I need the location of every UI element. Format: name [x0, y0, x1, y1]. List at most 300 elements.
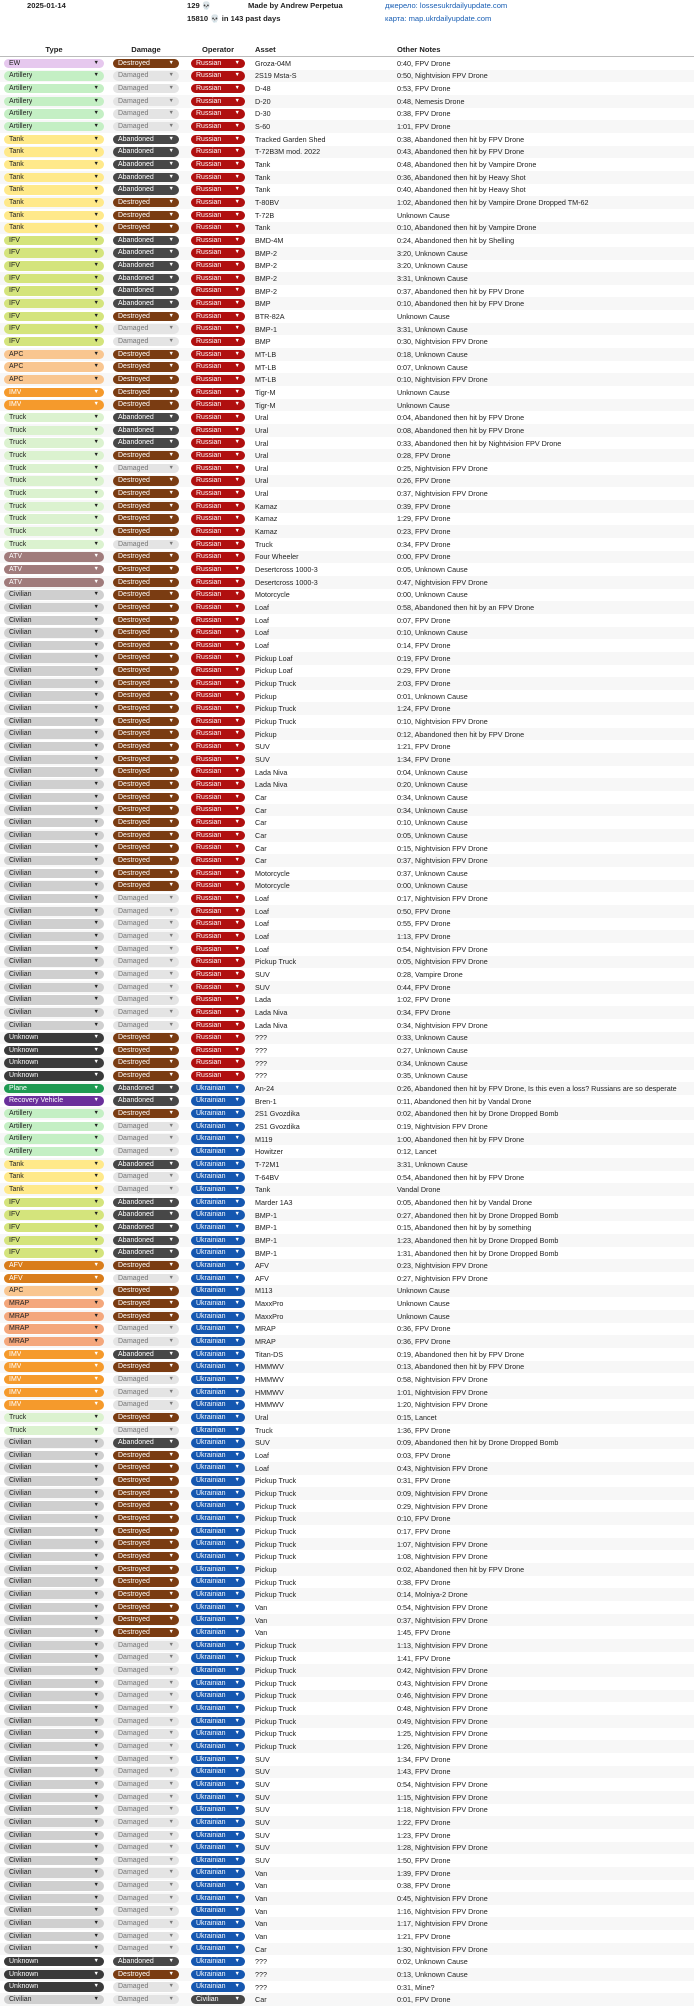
type-select[interactable]	[4, 742, 104, 751]
type-select[interactable]	[4, 1122, 104, 1131]
type-select[interactable]	[4, 1501, 104, 1510]
type-select[interactable]	[4, 375, 104, 384]
damage-select[interactable]	[113, 299, 179, 308]
damage-select[interactable]	[113, 818, 179, 827]
damage-select[interactable]	[113, 413, 179, 422]
damage-select[interactable]	[113, 1185, 179, 1194]
operator-select[interactable]	[191, 1008, 245, 1017]
damage-select[interactable]	[113, 1248, 179, 1257]
type-select[interactable]	[4, 236, 104, 245]
damage-select[interactable]	[113, 1856, 179, 1865]
damage-select[interactable]	[113, 122, 179, 131]
damage-select[interactable]	[113, 1501, 179, 1510]
operator-select[interactable]	[191, 1527, 245, 1536]
type-select[interactable]	[4, 1603, 104, 1612]
operator-select[interactable]	[191, 565, 245, 574]
type-select[interactable]	[4, 109, 104, 118]
operator-select[interactable]	[191, 1856, 245, 1865]
type-select[interactable]	[4, 350, 104, 359]
operator-select[interactable]	[191, 1793, 245, 1802]
type-select[interactable]	[4, 995, 104, 1004]
operator-select[interactable]	[191, 109, 245, 118]
damage-select[interactable]	[113, 932, 179, 941]
type-select[interactable]	[4, 1198, 104, 1207]
damage-select[interactable]	[113, 236, 179, 245]
operator-select[interactable]	[191, 1755, 245, 1764]
operator-select[interactable]	[191, 1400, 245, 1409]
type-select[interactable]	[4, 451, 104, 460]
damage-select[interactable]	[113, 1362, 179, 1371]
damage-select[interactable]	[113, 1172, 179, 1181]
type-select[interactable]	[4, 691, 104, 700]
damage-select[interactable]	[113, 109, 179, 118]
operator-select[interactable]	[191, 1248, 245, 1257]
operator-select[interactable]	[191, 1679, 245, 1688]
operator-select[interactable]	[191, 135, 245, 144]
type-select[interactable]	[4, 628, 104, 637]
type-select[interactable]	[4, 1539, 104, 1548]
operator-select[interactable]	[191, 805, 245, 814]
damage-select[interactable]	[113, 843, 179, 852]
type-select[interactable]	[4, 729, 104, 738]
damage-select[interactable]	[113, 1033, 179, 1042]
damage-select[interactable]	[113, 426, 179, 435]
operator-select[interactable]	[191, 1286, 245, 1295]
type-select[interactable]	[4, 616, 104, 625]
damage-select[interactable]	[113, 1641, 179, 1650]
operator-select[interactable]	[191, 717, 245, 726]
type-select[interactable]	[4, 248, 104, 257]
operator-select[interactable]	[191, 451, 245, 460]
type-select[interactable]	[4, 173, 104, 182]
operator-select[interactable]	[191, 1944, 245, 1953]
type-select[interactable]	[4, 1084, 104, 1093]
type-select[interactable]	[4, 945, 104, 954]
type-select[interactable]	[4, 1109, 104, 1118]
operator-select[interactable]	[191, 628, 245, 637]
damage-select[interactable]	[113, 388, 179, 397]
damage-select[interactable]	[113, 1590, 179, 1599]
operator-select[interactable]	[191, 691, 245, 700]
type-select[interactable]	[4, 1527, 104, 1536]
operator-select[interactable]	[191, 147, 245, 156]
damage-select[interactable]	[113, 742, 179, 751]
damage-select[interactable]	[113, 1324, 179, 1333]
operator-select[interactable]	[191, 1501, 245, 1510]
damage-select[interactable]	[113, 1565, 179, 1574]
operator-select[interactable]	[191, 869, 245, 878]
damage-select[interactable]	[113, 628, 179, 637]
damage-select[interactable]	[113, 1008, 179, 1017]
type-select[interactable]	[4, 704, 104, 713]
damage-select[interactable]	[113, 1666, 179, 1675]
operator-select[interactable]	[191, 413, 245, 422]
type-select[interactable]	[4, 527, 104, 536]
type-select[interactable]	[4, 1324, 104, 1333]
operator-select[interactable]	[191, 1362, 245, 1371]
damage-select[interactable]	[113, 616, 179, 625]
damage-select[interactable]	[113, 1717, 179, 1726]
type-select[interactable]	[4, 793, 104, 802]
type-select[interactable]	[4, 1881, 104, 1890]
type-select[interactable]	[4, 1096, 104, 1105]
operator-select[interactable]	[191, 1476, 245, 1485]
operator-select[interactable]	[191, 1919, 245, 1928]
operator-select[interactable]	[191, 1210, 245, 1219]
type-select[interactable]	[4, 1489, 104, 1498]
column-header-asset[interactable]: Asset	[255, 45, 276, 54]
type-select[interactable]	[4, 1565, 104, 1574]
type-select[interactable]	[4, 1375, 104, 1384]
type-select[interactable]	[4, 274, 104, 283]
operator-select[interactable]	[191, 1691, 245, 1700]
operator-select[interactable]	[191, 236, 245, 245]
operator-select[interactable]	[191, 1084, 245, 1093]
operator-select[interactable]	[191, 1805, 245, 1814]
type-select[interactable]	[4, 286, 104, 295]
type-select[interactable]	[4, 1388, 104, 1397]
damage-select[interactable]	[113, 552, 179, 561]
operator-select[interactable]	[191, 818, 245, 827]
damage-select[interactable]	[113, 1982, 179, 1991]
type-select[interactable]	[4, 388, 104, 397]
operator-select[interactable]	[191, 1375, 245, 1384]
damage-select[interactable]	[113, 1944, 179, 1953]
damage-select[interactable]	[113, 173, 179, 182]
type-select[interactable]	[4, 805, 104, 814]
operator-select[interactable]	[191, 223, 245, 232]
type-select[interactable]	[4, 1919, 104, 1928]
damage-select[interactable]	[113, 261, 179, 270]
operator-select[interactable]	[191, 1881, 245, 1890]
type-select[interactable]	[4, 907, 104, 916]
type-select[interactable]	[4, 1134, 104, 1143]
type-select[interactable]	[4, 1590, 104, 1599]
damage-select[interactable]	[113, 1729, 179, 1738]
damage-select[interactable]	[113, 1134, 179, 1143]
damage-select[interactable]	[113, 514, 179, 523]
damage-select[interactable]	[113, 1071, 179, 1080]
type-select[interactable]	[4, 957, 104, 966]
operator-select[interactable]	[191, 1337, 245, 1346]
type-select[interactable]	[4, 1463, 104, 1472]
damage-select[interactable]	[113, 983, 179, 992]
type-select[interactable]	[4, 653, 104, 662]
map-link[interactable]: карта: map.ukrdailyupdate.com	[385, 14, 492, 23]
type-select[interactable]	[4, 831, 104, 840]
damage-select[interactable]	[113, 1831, 179, 1840]
damage-select[interactable]	[113, 1210, 179, 1219]
operator-select[interactable]	[191, 1957, 245, 1966]
operator-select[interactable]	[191, 1236, 245, 1245]
operator-select[interactable]	[191, 514, 245, 523]
operator-select[interactable]	[191, 1539, 245, 1548]
type-select[interactable]	[4, 1514, 104, 1523]
damage-select[interactable]	[113, 1299, 179, 1308]
damage-select[interactable]	[113, 907, 179, 916]
operator-select[interactable]	[191, 856, 245, 865]
damage-select[interactable]	[113, 1704, 179, 1713]
damage-select[interactable]	[113, 1122, 179, 1131]
type-select[interactable]	[4, 666, 104, 675]
damage-select[interactable]	[113, 831, 179, 840]
damage-select[interactable]	[113, 489, 179, 498]
type-select[interactable]	[4, 299, 104, 308]
operator-select[interactable]	[191, 1312, 245, 1321]
damage-select[interactable]	[113, 97, 179, 106]
operator-select[interactable]	[191, 1906, 245, 1915]
operator-select[interactable]	[191, 1223, 245, 1232]
damage-select[interactable]	[113, 1337, 179, 1346]
type-select[interactable]	[4, 1982, 104, 1991]
type-select[interactable]	[4, 1350, 104, 1359]
damage-select[interactable]	[113, 1539, 179, 1548]
damage-select[interactable]	[113, 1894, 179, 1903]
type-select[interactable]	[4, 1046, 104, 1055]
operator-select[interactable]	[191, 388, 245, 397]
operator-select[interactable]	[191, 552, 245, 561]
type-select[interactable]	[4, 1274, 104, 1283]
operator-select[interactable]	[191, 1742, 245, 1751]
type-select[interactable]	[4, 540, 104, 549]
operator-select[interactable]	[191, 438, 245, 447]
operator-select[interactable]	[191, 1299, 245, 1308]
damage-select[interactable]	[113, 1780, 179, 1789]
type-select[interactable]	[4, 1818, 104, 1827]
type-select[interactable]	[4, 1008, 104, 1017]
type-select[interactable]	[4, 1615, 104, 1624]
damage-select[interactable]	[113, 1084, 179, 1093]
operator-select[interactable]	[191, 1071, 245, 1080]
type-select[interactable]	[4, 312, 104, 321]
operator-select[interactable]	[191, 1058, 245, 1067]
damage-select[interactable]	[113, 767, 179, 776]
type-select[interactable]	[4, 641, 104, 650]
operator-select[interactable]	[191, 1388, 245, 1397]
operator-select[interactable]	[191, 1198, 245, 1207]
type-select[interactable]	[4, 1742, 104, 1751]
type-select[interactable]	[4, 147, 104, 156]
damage-select[interactable]	[113, 995, 179, 1004]
operator-select[interactable]	[191, 1704, 245, 1713]
type-select[interactable]	[4, 1476, 104, 1485]
type-select[interactable]	[4, 1400, 104, 1409]
damage-select[interactable]	[113, 717, 179, 726]
type-select[interactable]	[4, 438, 104, 447]
damage-select[interactable]	[113, 451, 179, 460]
damage-select[interactable]	[113, 578, 179, 587]
type-select[interactable]	[4, 71, 104, 80]
operator-select[interactable]	[191, 375, 245, 384]
operator-select[interactable]	[191, 84, 245, 93]
operator-select[interactable]	[191, 400, 245, 409]
operator-select[interactable]	[191, 666, 245, 675]
operator-select[interactable]	[191, 1628, 245, 1637]
losses-source-link[interactable]: джерело: lossesukrdailyupdate.com	[385, 1, 508, 10]
type-select[interactable]	[4, 1438, 104, 1447]
damage-select[interactable]	[113, 476, 179, 485]
operator-select[interactable]	[191, 1552, 245, 1561]
type-select[interactable]	[4, 1666, 104, 1675]
type-select[interactable]	[4, 1717, 104, 1726]
damage-select[interactable]	[113, 1691, 179, 1700]
operator-select[interactable]	[191, 160, 245, 169]
damage-select[interactable]	[113, 1957, 179, 1966]
damage-select[interactable]	[113, 1274, 179, 1283]
damage-select[interactable]	[113, 1805, 179, 1814]
damage-select[interactable]	[113, 1109, 179, 1118]
operator-select[interactable]	[191, 59, 245, 68]
operator-select[interactable]	[191, 1109, 245, 1118]
operator-select[interactable]	[191, 755, 245, 764]
damage-select[interactable]	[113, 400, 179, 409]
damage-select[interactable]	[113, 147, 179, 156]
operator-select[interactable]	[191, 1438, 245, 1447]
operator-select[interactable]	[191, 603, 245, 612]
operator-select[interactable]	[191, 1451, 245, 1460]
type-select[interactable]	[4, 400, 104, 409]
damage-select[interactable]	[113, 527, 179, 536]
operator-select[interactable]	[191, 780, 245, 789]
type-select[interactable]	[4, 1286, 104, 1295]
operator-select[interactable]	[191, 426, 245, 435]
type-select[interactable]	[4, 1261, 104, 1270]
operator-select[interactable]	[191, 502, 245, 511]
damage-select[interactable]	[113, 71, 179, 80]
operator-select[interactable]	[191, 198, 245, 207]
damage-select[interactable]	[113, 1198, 179, 1207]
operator-select[interactable]	[191, 71, 245, 80]
damage-select[interactable]	[113, 856, 179, 865]
damage-select[interactable]	[113, 945, 179, 954]
operator-select[interactable]	[191, 489, 245, 498]
damage-select[interactable]	[113, 160, 179, 169]
damage-select[interactable]	[113, 1147, 179, 1156]
operator-select[interactable]	[191, 1831, 245, 1840]
type-select[interactable]	[4, 489, 104, 498]
operator-select[interactable]	[191, 578, 245, 587]
type-select[interactable]	[4, 84, 104, 93]
operator-select[interactable]	[191, 1350, 245, 1359]
operator-select[interactable]	[191, 995, 245, 1004]
type-select[interactable]	[4, 881, 104, 890]
operator-select[interactable]	[191, 185, 245, 194]
damage-select[interactable]	[113, 919, 179, 928]
operator-select[interactable]	[191, 767, 245, 776]
type-select[interactable]	[4, 552, 104, 561]
damage-select[interactable]	[113, 666, 179, 675]
type-select[interactable]	[4, 211, 104, 220]
damage-select[interactable]	[113, 1413, 179, 1422]
type-select[interactable]	[4, 1033, 104, 1042]
damage-select[interactable]	[113, 1451, 179, 1460]
damage-select[interactable]	[113, 729, 179, 738]
operator-select[interactable]	[191, 1932, 245, 1941]
type-select[interactable]	[4, 1894, 104, 1903]
type-select[interactable]	[4, 717, 104, 726]
operator-select[interactable]	[191, 464, 245, 473]
type-select[interactable]	[4, 679, 104, 688]
type-select[interactable]	[4, 223, 104, 232]
damage-select[interactable]	[113, 805, 179, 814]
operator-select[interactable]	[191, 1894, 245, 1903]
type-select[interactable]	[4, 1957, 104, 1966]
operator-select[interactable]	[191, 653, 245, 662]
type-select[interactable]	[4, 1868, 104, 1877]
damage-select[interactable]	[113, 1843, 179, 1852]
type-select[interactable]	[4, 1831, 104, 1840]
type-select[interactable]	[4, 1413, 104, 1422]
operator-select[interactable]	[191, 1096, 245, 1105]
damage-select[interactable]	[113, 1046, 179, 1055]
type-select[interactable]	[4, 1426, 104, 1435]
operator-select[interactable]	[191, 793, 245, 802]
type-select[interactable]	[4, 1843, 104, 1852]
type-select[interactable]	[4, 1299, 104, 1308]
operator-select[interactable]	[191, 641, 245, 650]
operator-select[interactable]	[191, 919, 245, 928]
damage-select[interactable]	[113, 565, 179, 574]
type-select[interactable]	[4, 514, 104, 523]
type-select[interactable]	[4, 1856, 104, 1865]
operator-select[interactable]	[191, 1565, 245, 1574]
damage-select[interactable]	[113, 704, 179, 713]
damage-select[interactable]	[113, 1388, 179, 1397]
operator-select[interactable]	[191, 1577, 245, 1586]
operator-select[interactable]	[191, 957, 245, 966]
operator-select[interactable]	[191, 1868, 245, 1877]
type-select[interactable]	[4, 1653, 104, 1662]
type-select[interactable]	[4, 337, 104, 346]
operator-select[interactable]	[191, 1160, 245, 1169]
type-select[interactable]	[4, 1172, 104, 1181]
damage-select[interactable]	[113, 1375, 179, 1384]
type-select[interactable]	[4, 324, 104, 333]
damage-select[interactable]	[113, 691, 179, 700]
damage-select[interactable]	[113, 641, 179, 650]
damage-select[interactable]	[113, 1653, 179, 1662]
operator-select[interactable]	[191, 1134, 245, 1143]
operator-select[interactable]	[191, 312, 245, 321]
type-select[interactable]	[4, 1780, 104, 1789]
type-select[interactable]	[4, 1185, 104, 1194]
type-select[interactable]	[4, 578, 104, 587]
operator-select[interactable]	[191, 704, 245, 713]
operator-select[interactable]	[191, 97, 245, 106]
operator-select[interactable]	[191, 1489, 245, 1498]
type-select[interactable]	[4, 1577, 104, 1586]
operator-select[interactable]	[191, 122, 245, 131]
operator-select[interactable]	[191, 362, 245, 371]
operator-select[interactable]	[191, 1653, 245, 1662]
damage-select[interactable]	[113, 438, 179, 447]
type-select[interactable]	[4, 1932, 104, 1941]
operator-select[interactable]	[191, 590, 245, 599]
type-select[interactable]	[4, 1058, 104, 1067]
type-select[interactable]	[4, 1071, 104, 1080]
damage-select[interactable]	[113, 1679, 179, 1688]
operator-select[interactable]	[191, 945, 245, 954]
type-select[interactable]	[4, 1147, 104, 1156]
type-select[interactable]	[4, 780, 104, 789]
operator-select[interactable]	[191, 350, 245, 359]
type-select[interactable]	[4, 1755, 104, 1764]
operator-select[interactable]	[191, 337, 245, 346]
type-select[interactable]	[4, 1223, 104, 1232]
column-header-type[interactable]: Type	[45, 45, 63, 54]
damage-select[interactable]	[113, 1919, 179, 1928]
damage-select[interactable]	[113, 1096, 179, 1105]
